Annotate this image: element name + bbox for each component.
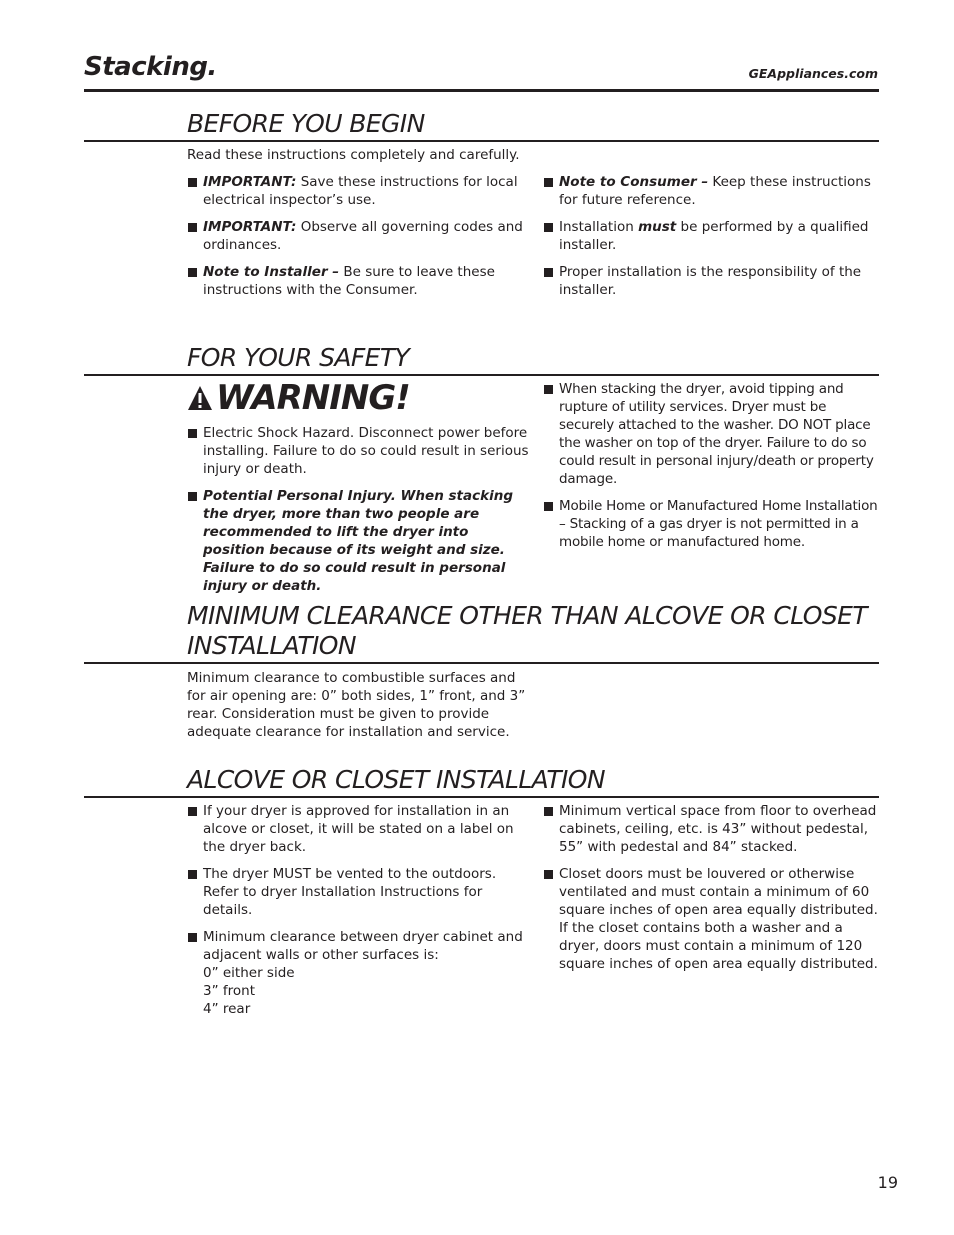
list-item: Minimum vertical space from floor to overhead cabinets, ceiling, etc. is 43” without pedestal, 55” with pedestal and 84” stacked. [543, 802, 883, 856]
clearance-line: 3” front [203, 983, 255, 999]
section-rule [84, 796, 879, 798]
list-item: When stacking the dryer, avoid tipping and rupture of utility services. Dryer must be securely attached to the washer. DO NOT place the washer on top of the dryer. Failure to do so could result in personal injury/death or property damage. [543, 380, 883, 488]
list-item: Proper installation is the responsibility of the installer. [543, 263, 883, 299]
bullet-square-icon [188, 492, 197, 501]
warning-triangle-icon [187, 385, 213, 411]
list-item: Potential Personal Injury. When stacking the dryer, more than two people are recommended to lift the dryer into position because of its weight and size. Failure to do so could result in personal injury or death. [187, 487, 532, 595]
section-title-for-your-safety: FOR YOUR SAFETY [187, 343, 410, 372]
list-item: IMPORTANT: Save these instructions for local electrical inspector’s use. [187, 173, 532, 209]
list-item: Installation must be performed by a qualified installer. [543, 218, 883, 254]
bullet-square-icon [188, 268, 197, 277]
clearance-line: 4” rear [203, 1001, 251, 1017]
bullet-square-icon [188, 870, 197, 879]
list-item: If your dryer is approved for installation in an alcove or closet, it will be stated on a label on the dryer back. [187, 802, 532, 856]
list-item: The dryer MUST be vented to the outdoors. Refer to dryer Installation Instructions for details. [187, 865, 532, 919]
bullet-square-icon [544, 385, 553, 394]
page-number: 19 [877, 1173, 898, 1192]
bullet-square-icon [544, 870, 553, 879]
list-item: Closet doors must be louvered or otherwise ventilated and must contain a minimum of 60 square inches of open area equally distributed. If the closet contains both a washer and a dryer, doors must contain a minimum of 120 square inches of open area equally distributed. [543, 865, 883, 973]
before-you-begin-right-list [543, 173, 883, 308]
bullet-square-icon [188, 223, 197, 232]
section-title-minimum-clearance: MINIMUM CLEARANCE OTHER THAN ALCOVE OR CLOSET INSTALLATION [187, 601, 867, 660]
bullet-square-icon [544, 807, 553, 816]
page-title: Stacking. [84, 52, 217, 82]
bullet-square-icon [544, 268, 553, 277]
header-rule [84, 89, 879, 92]
bullet-square-icon [544, 178, 553, 187]
bullet-square-icon [544, 502, 553, 511]
clearance-line: 0” either side [203, 965, 295, 981]
bullet-square-icon [544, 223, 553, 232]
list-item: Note to Consumer – Keep these instructions for future reference. [543, 173, 883, 209]
list-item: IMPORTANT: Observe all governing codes and ordinances. [187, 218, 532, 254]
bullet-square-icon [188, 933, 197, 942]
list-item: Mobile Home or Manufactured Home Installation – Stacking of a gas dryer is not permitted in a mobile home or manufactured home. [543, 497, 883, 551]
before-you-begin-left-list [187, 173, 532, 308]
list-item: Electric Shock Hazard. Disconnect power before installing. Failure to do so could result in serious injury or death. [187, 424, 532, 478]
site-url: GEAppliances.com [748, 66, 878, 81]
safety-left-list [187, 424, 532, 604]
section-rule [84, 374, 879, 376]
bullet-square-icon [188, 178, 197, 187]
alcove-right-list [543, 802, 883, 982]
list-item: Note to Installer – Be sure to leave these instructions with the Consumer. [187, 263, 532, 299]
section-title-alcove-closet: ALCOVE OR CLOSET INSTALLATION [187, 765, 605, 794]
safety-right-list [543, 380, 883, 560]
section-title-before-you-begin: BEFORE YOU BEGIN [187, 109, 425, 138]
section-rule [84, 662, 879, 664]
warning-heading [187, 377, 410, 419]
section-rule [84, 140, 879, 142]
bullet-square-icon [188, 429, 197, 438]
list-item: Minimum clearance between dryer cabinet and adjacent walls or other surfaces is: 0” either side 3” front 4” rear [187, 928, 532, 1018]
before-you-begin-intro: Read these instructions completely and carefully. [187, 147, 520, 163]
warning-label: WARNING! [216, 378, 410, 418]
min-clearance-text: Minimum clearance to combustible surfaces and for air opening are: 0” both sides, 1” front, and 3” rear. Consideration must be given to provide adequate clearance for installation and service. [187, 670, 526, 740]
alcove-left-list [187, 802, 532, 1027]
bullet-square-icon [188, 807, 197, 816]
